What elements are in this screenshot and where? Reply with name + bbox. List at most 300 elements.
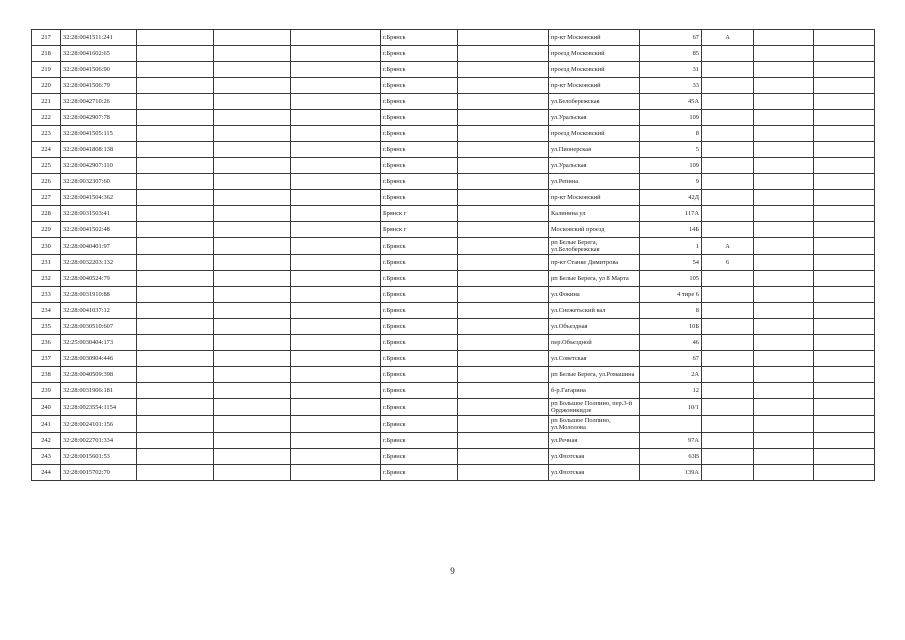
empty-cell bbox=[291, 142, 381, 158]
city-cell: г.Брянск bbox=[381, 30, 458, 46]
row-number-cell: 219 bbox=[32, 62, 61, 78]
empty-cell bbox=[458, 449, 549, 465]
street-cell: пр-кт Московский bbox=[549, 190, 640, 206]
building-letter-cell: А bbox=[702, 30, 754, 46]
empty-cell bbox=[754, 416, 814, 433]
city-cell: г.Брянск bbox=[381, 351, 458, 367]
empty-cell bbox=[291, 303, 381, 319]
city-cell: г.Брянск bbox=[381, 238, 458, 255]
empty-cell bbox=[458, 271, 549, 287]
cadastral-number-cell: 32:28:0042710:26 bbox=[61, 94, 137, 110]
empty-cell bbox=[291, 238, 381, 255]
city-cell: г.Брянск bbox=[381, 142, 458, 158]
empty-cell bbox=[754, 30, 814, 46]
building-letter-cell bbox=[702, 110, 754, 126]
house-number-cell: 85 bbox=[640, 46, 702, 62]
empty-cell bbox=[291, 126, 381, 142]
building-letter-cell bbox=[702, 303, 754, 319]
row-number-cell: 230 bbox=[32, 238, 61, 255]
empty-cell bbox=[754, 351, 814, 367]
empty-cell bbox=[814, 335, 875, 351]
empty-cell bbox=[137, 62, 214, 78]
street-cell: ул.Снежетьский вал bbox=[549, 303, 640, 319]
table-row bbox=[32, 351, 875, 367]
empty-cell bbox=[458, 303, 549, 319]
street-cell: ул.Пионерская bbox=[549, 142, 640, 158]
empty-cell bbox=[458, 465, 549, 481]
empty-cell bbox=[814, 399, 875, 416]
table-row bbox=[32, 465, 875, 481]
city-cell: г.Брянск bbox=[381, 319, 458, 335]
empty-cell bbox=[214, 206, 291, 222]
empty-cell bbox=[754, 158, 814, 174]
cadastral-number-cell: 32:28:0041506:90 bbox=[61, 62, 137, 78]
empty-cell bbox=[458, 110, 549, 126]
empty-cell bbox=[814, 287, 875, 303]
empty-cell bbox=[814, 238, 875, 255]
table-row bbox=[32, 271, 875, 287]
city-cell: Брянск г bbox=[381, 222, 458, 238]
table-row bbox=[32, 255, 875, 271]
house-number-cell: 117А bbox=[640, 206, 702, 222]
row-number-cell: 218 bbox=[32, 46, 61, 62]
empty-cell bbox=[814, 416, 875, 433]
empty-cell bbox=[214, 319, 291, 335]
empty-cell bbox=[137, 399, 214, 416]
building-letter-cell bbox=[702, 351, 754, 367]
empty-cell bbox=[291, 287, 381, 303]
empty-cell bbox=[814, 110, 875, 126]
empty-cell bbox=[458, 126, 549, 142]
empty-cell bbox=[214, 46, 291, 62]
empty-cell bbox=[814, 303, 875, 319]
empty-cell bbox=[814, 351, 875, 367]
empty-cell bbox=[754, 465, 814, 481]
empty-cell bbox=[214, 126, 291, 142]
empty-cell bbox=[137, 367, 214, 383]
cadastral-number-cell: 32:28:0032203:132 bbox=[61, 255, 137, 271]
street-cell: пр-кт Московский bbox=[549, 30, 640, 46]
empty-cell bbox=[814, 46, 875, 62]
empty-cell bbox=[214, 222, 291, 238]
empty-cell bbox=[754, 174, 814, 190]
row-number-cell: 242 bbox=[32, 433, 61, 449]
row-number-cell: 224 bbox=[32, 142, 61, 158]
empty-cell bbox=[814, 62, 875, 78]
table-row bbox=[32, 449, 875, 465]
city-cell: г.Брянск bbox=[381, 335, 458, 351]
empty-cell bbox=[291, 351, 381, 367]
empty-cell bbox=[291, 206, 381, 222]
empty-cell bbox=[137, 206, 214, 222]
row-number-cell: 217 bbox=[32, 30, 61, 46]
empty-cell bbox=[458, 174, 549, 190]
building-letter-cell: 6 bbox=[702, 255, 754, 271]
row-number-cell: 236 bbox=[32, 335, 61, 351]
table-row bbox=[32, 433, 875, 449]
street-cell: Калинина ул bbox=[549, 206, 640, 222]
empty-cell bbox=[137, 465, 214, 481]
city-cell: г.Брянск bbox=[381, 383, 458, 399]
empty-cell bbox=[137, 142, 214, 158]
house-number-cell: 67 bbox=[640, 30, 702, 46]
city-cell: Брянск г bbox=[381, 206, 458, 222]
empty-cell bbox=[814, 271, 875, 287]
empty-cell bbox=[214, 383, 291, 399]
city-cell: г.Брянск bbox=[381, 190, 458, 206]
empty-cell bbox=[291, 383, 381, 399]
empty-cell bbox=[754, 94, 814, 110]
empty-cell bbox=[291, 319, 381, 335]
empty-cell bbox=[137, 335, 214, 351]
empty-cell bbox=[754, 383, 814, 399]
cadastral-number-cell: 32:28:0032307:60 bbox=[61, 174, 137, 190]
empty-cell bbox=[458, 30, 549, 46]
building-letter-cell: А bbox=[702, 238, 754, 255]
empty-cell bbox=[214, 94, 291, 110]
house-number-cell: 31 bbox=[640, 62, 702, 78]
table-row bbox=[32, 303, 875, 319]
empty-cell bbox=[137, 158, 214, 174]
empty-cell bbox=[458, 367, 549, 383]
empty-cell bbox=[291, 416, 381, 433]
empty-cell bbox=[458, 383, 549, 399]
street-cell: рп Большое Полпино, пер.3-й Орджоникидзе bbox=[549, 399, 640, 416]
city-cell: г.Брянск bbox=[381, 416, 458, 433]
row-number-cell: 237 bbox=[32, 351, 61, 367]
table-row bbox=[32, 367, 875, 383]
street-cell: ул.Флотская bbox=[549, 465, 640, 481]
empty-cell bbox=[814, 206, 875, 222]
empty-cell bbox=[814, 190, 875, 206]
empty-cell bbox=[137, 30, 214, 46]
empty-cell bbox=[754, 238, 814, 255]
city-cell: г.Брянск bbox=[381, 174, 458, 190]
street-cell: ул.Фокина bbox=[549, 287, 640, 303]
empty-cell bbox=[458, 351, 549, 367]
empty-cell bbox=[214, 142, 291, 158]
building-letter-cell bbox=[702, 319, 754, 335]
house-number-cell: 5 bbox=[640, 142, 702, 158]
empty-cell bbox=[458, 238, 549, 255]
cadastral-number-cell: 32:28:0042907:110 bbox=[61, 158, 137, 174]
street-cell: рп Белые Берега, ул.Белобережская bbox=[549, 238, 640, 255]
empty-cell bbox=[754, 110, 814, 126]
table-row bbox=[32, 142, 875, 158]
empty-cell bbox=[214, 190, 291, 206]
empty-cell bbox=[291, 62, 381, 78]
building-letter-cell bbox=[702, 399, 754, 416]
empty-cell bbox=[458, 190, 549, 206]
cadastral-number-cell: 32:28:0015601:53 bbox=[61, 449, 137, 465]
empty-cell bbox=[137, 222, 214, 238]
empty-cell bbox=[814, 449, 875, 465]
empty-cell bbox=[137, 238, 214, 255]
building-letter-cell bbox=[702, 126, 754, 142]
empty-cell bbox=[214, 449, 291, 465]
row-number-cell: 239 bbox=[32, 383, 61, 399]
empty-cell bbox=[291, 46, 381, 62]
empty-cell bbox=[458, 158, 549, 174]
street-cell: проезд Московский bbox=[549, 62, 640, 78]
street-cell: ул.Уральская bbox=[549, 110, 640, 126]
city-cell: г.Брянск bbox=[381, 399, 458, 416]
empty-cell bbox=[291, 255, 381, 271]
empty-cell bbox=[137, 351, 214, 367]
city-cell: г.Брянск bbox=[381, 110, 458, 126]
city-cell: г.Брянск bbox=[381, 465, 458, 481]
empty-cell bbox=[754, 46, 814, 62]
empty-cell bbox=[214, 78, 291, 94]
cadastral-number-cell: 32:28:0041505:115 bbox=[61, 126, 137, 142]
empty-cell bbox=[137, 319, 214, 335]
building-letter-cell bbox=[702, 287, 754, 303]
table-row bbox=[32, 319, 875, 335]
table-row bbox=[32, 94, 875, 110]
empty-cell bbox=[458, 62, 549, 78]
house-number-cell: 10/1 bbox=[640, 399, 702, 416]
empty-cell bbox=[291, 110, 381, 126]
empty-cell bbox=[814, 465, 875, 481]
empty-cell bbox=[137, 449, 214, 465]
row-number-cell: 226 bbox=[32, 174, 61, 190]
table-row bbox=[32, 206, 875, 222]
house-number-cell: 8 bbox=[640, 303, 702, 319]
cadastral-number-cell: 32:28:0040509:398 bbox=[61, 367, 137, 383]
table-row bbox=[32, 62, 875, 78]
house-number-cell: 67 bbox=[640, 351, 702, 367]
empty-cell bbox=[137, 174, 214, 190]
empty-cell bbox=[814, 367, 875, 383]
empty-cell bbox=[754, 190, 814, 206]
building-letter-cell bbox=[702, 46, 754, 62]
empty-cell bbox=[137, 383, 214, 399]
empty-cell bbox=[214, 287, 291, 303]
house-number-cell bbox=[640, 416, 702, 433]
city-cell: г.Брянск bbox=[381, 126, 458, 142]
empty-cell bbox=[214, 433, 291, 449]
building-letter-cell bbox=[702, 142, 754, 158]
row-number-cell: 227 bbox=[32, 190, 61, 206]
empty-cell bbox=[291, 433, 381, 449]
table-row bbox=[32, 222, 875, 238]
row-number-cell: 231 bbox=[32, 255, 61, 271]
empty-cell bbox=[291, 174, 381, 190]
empty-cell bbox=[754, 367, 814, 383]
table-row bbox=[32, 110, 875, 126]
empty-cell bbox=[137, 255, 214, 271]
city-cell: г.Брянск bbox=[381, 449, 458, 465]
row-number-cell: 221 bbox=[32, 94, 61, 110]
empty-cell bbox=[814, 222, 875, 238]
empty-cell bbox=[214, 110, 291, 126]
house-number-cell: 33 bbox=[640, 78, 702, 94]
empty-cell bbox=[458, 319, 549, 335]
building-letter-cell bbox=[702, 367, 754, 383]
street-cell: ул.Флотская bbox=[549, 449, 640, 465]
house-number-cell: 46 bbox=[640, 335, 702, 351]
cadastral-number-cell: 32:28:0015702:70 bbox=[61, 465, 137, 481]
empty-cell bbox=[137, 94, 214, 110]
empty-cell bbox=[814, 383, 875, 399]
empty-cell bbox=[214, 238, 291, 255]
building-letter-cell bbox=[702, 383, 754, 399]
empty-cell bbox=[754, 287, 814, 303]
building-letter-cell bbox=[702, 78, 754, 94]
empty-cell bbox=[754, 222, 814, 238]
empty-cell bbox=[814, 174, 875, 190]
empty-cell bbox=[291, 158, 381, 174]
empty-cell bbox=[814, 94, 875, 110]
empty-cell bbox=[214, 30, 291, 46]
empty-cell bbox=[458, 335, 549, 351]
empty-cell bbox=[214, 465, 291, 481]
empty-cell bbox=[137, 271, 214, 287]
empty-cell bbox=[137, 126, 214, 142]
street-cell: ул.Советская bbox=[549, 351, 640, 367]
city-cell: г.Брянск bbox=[381, 94, 458, 110]
street-cell: рп Белые Берега, ул 8 Марта bbox=[549, 271, 640, 287]
building-letter-cell bbox=[702, 271, 754, 287]
street-cell: проезд Московский bbox=[549, 126, 640, 142]
city-cell: г.Брянск bbox=[381, 158, 458, 174]
row-number-cell: 235 bbox=[32, 319, 61, 335]
empty-cell bbox=[754, 126, 814, 142]
empty-cell bbox=[214, 271, 291, 287]
house-number-cell: 139А bbox=[640, 465, 702, 481]
building-letter-cell bbox=[702, 62, 754, 78]
street-cell: б-р.Гагарина bbox=[549, 383, 640, 399]
table-row bbox=[32, 335, 875, 351]
empty-cell bbox=[814, 319, 875, 335]
cadastral-number-cell: 32:28:0041506:79 bbox=[61, 78, 137, 94]
empty-cell bbox=[291, 335, 381, 351]
empty-cell bbox=[814, 255, 875, 271]
empty-cell bbox=[754, 142, 814, 158]
cadastral-number-cell: 32:28:0041037:12 bbox=[61, 303, 137, 319]
building-letter-cell bbox=[702, 449, 754, 465]
cadastral-number-cell: 32:28:0031503:41 bbox=[61, 206, 137, 222]
empty-cell bbox=[754, 449, 814, 465]
empty-cell bbox=[458, 46, 549, 62]
street-cell: Московский проезд bbox=[549, 222, 640, 238]
city-cell: г.Брянск bbox=[381, 255, 458, 271]
empty-cell bbox=[291, 190, 381, 206]
row-number-cell: 232 bbox=[32, 271, 61, 287]
street-cell: проезд Московский bbox=[549, 46, 640, 62]
page-number: 9 bbox=[450, 566, 455, 576]
table-row bbox=[32, 287, 875, 303]
street-cell: ул.Уральская bbox=[549, 158, 640, 174]
cadastral-number-cell: 32:28:0031906:181 bbox=[61, 383, 137, 399]
house-number-cell: 63В bbox=[640, 449, 702, 465]
table-row bbox=[32, 174, 875, 190]
empty-cell bbox=[458, 222, 549, 238]
table-row bbox=[32, 238, 875, 255]
table-row bbox=[32, 30, 875, 46]
building-letter-cell bbox=[702, 206, 754, 222]
city-cell: г.Брянск bbox=[381, 78, 458, 94]
register-sheet bbox=[31, 29, 874, 481]
table-row bbox=[32, 126, 875, 142]
empty-cell bbox=[214, 416, 291, 433]
table-row bbox=[32, 416, 875, 433]
cadastral-number-cell: 32:28:0041808:138 bbox=[61, 142, 137, 158]
city-cell: г.Брянск bbox=[381, 367, 458, 383]
building-letter-cell bbox=[702, 222, 754, 238]
empty-cell bbox=[214, 303, 291, 319]
empty-cell bbox=[814, 126, 875, 142]
empty-cell bbox=[291, 30, 381, 46]
street-cell: рп Большое Полпино, ул.Мололова bbox=[549, 416, 640, 433]
empty-cell bbox=[214, 351, 291, 367]
row-number-cell: 223 bbox=[32, 126, 61, 142]
empty-cell bbox=[458, 399, 549, 416]
row-number-cell: 241 bbox=[32, 416, 61, 433]
empty-cell bbox=[754, 62, 814, 78]
city-cell: г.Брянск bbox=[381, 287, 458, 303]
city-cell: г.Брянск bbox=[381, 271, 458, 287]
building-letter-cell bbox=[702, 174, 754, 190]
house-number-cell: 105 bbox=[640, 271, 702, 287]
empty-cell bbox=[291, 271, 381, 287]
empty-cell bbox=[814, 30, 875, 46]
row-number-cell: 234 bbox=[32, 303, 61, 319]
row-number-cell: 222 bbox=[32, 110, 61, 126]
empty-cell bbox=[137, 78, 214, 94]
empty-cell bbox=[291, 465, 381, 481]
empty-cell bbox=[214, 158, 291, 174]
house-number-cell: 109 bbox=[640, 110, 702, 126]
empty-cell bbox=[458, 416, 549, 433]
cadastral-number-cell: 32:28:0030510:607 bbox=[61, 319, 137, 335]
street-cell: пр-кт Станке Димитрова bbox=[549, 255, 640, 271]
row-number-cell: 233 bbox=[32, 287, 61, 303]
empty-cell bbox=[814, 78, 875, 94]
empty-cell bbox=[214, 399, 291, 416]
empty-cell bbox=[137, 303, 214, 319]
house-number-cell: 9 bbox=[640, 174, 702, 190]
building-letter-cell bbox=[702, 158, 754, 174]
city-cell: г.Брянск bbox=[381, 433, 458, 449]
row-number-cell: 229 bbox=[32, 222, 61, 238]
row-number-cell: 225 bbox=[32, 158, 61, 174]
empty-cell bbox=[754, 335, 814, 351]
empty-cell bbox=[754, 303, 814, 319]
empty-cell bbox=[214, 62, 291, 78]
building-letter-cell bbox=[702, 465, 754, 481]
cadastral-number-cell: 32:28:0030904:446 bbox=[61, 351, 137, 367]
cadastral-number-cell: 32:28:0031910:88 bbox=[61, 287, 137, 303]
cadastral-number-cell: 32:25:0030404:173 bbox=[61, 335, 137, 351]
table-row bbox=[32, 190, 875, 206]
street-cell: рп Белые Берега, ул.Ромашина bbox=[549, 367, 640, 383]
building-letter-cell bbox=[702, 94, 754, 110]
empty-cell bbox=[137, 46, 214, 62]
street-cell: ул.Речная bbox=[549, 433, 640, 449]
cadastral-number-cell: 32:28:0041502:48 bbox=[61, 222, 137, 238]
house-number-cell: 97А bbox=[640, 433, 702, 449]
empty-cell bbox=[754, 433, 814, 449]
house-number-cell: 8 bbox=[640, 126, 702, 142]
street-cell: пр-кт Московский bbox=[549, 78, 640, 94]
cadastral-number-cell: 32:28:0023554:1154 bbox=[61, 399, 137, 416]
table-row bbox=[32, 46, 875, 62]
empty-cell bbox=[754, 319, 814, 335]
house-number-cell: 14Б bbox=[640, 222, 702, 238]
empty-cell bbox=[458, 78, 549, 94]
table-row bbox=[32, 383, 875, 399]
